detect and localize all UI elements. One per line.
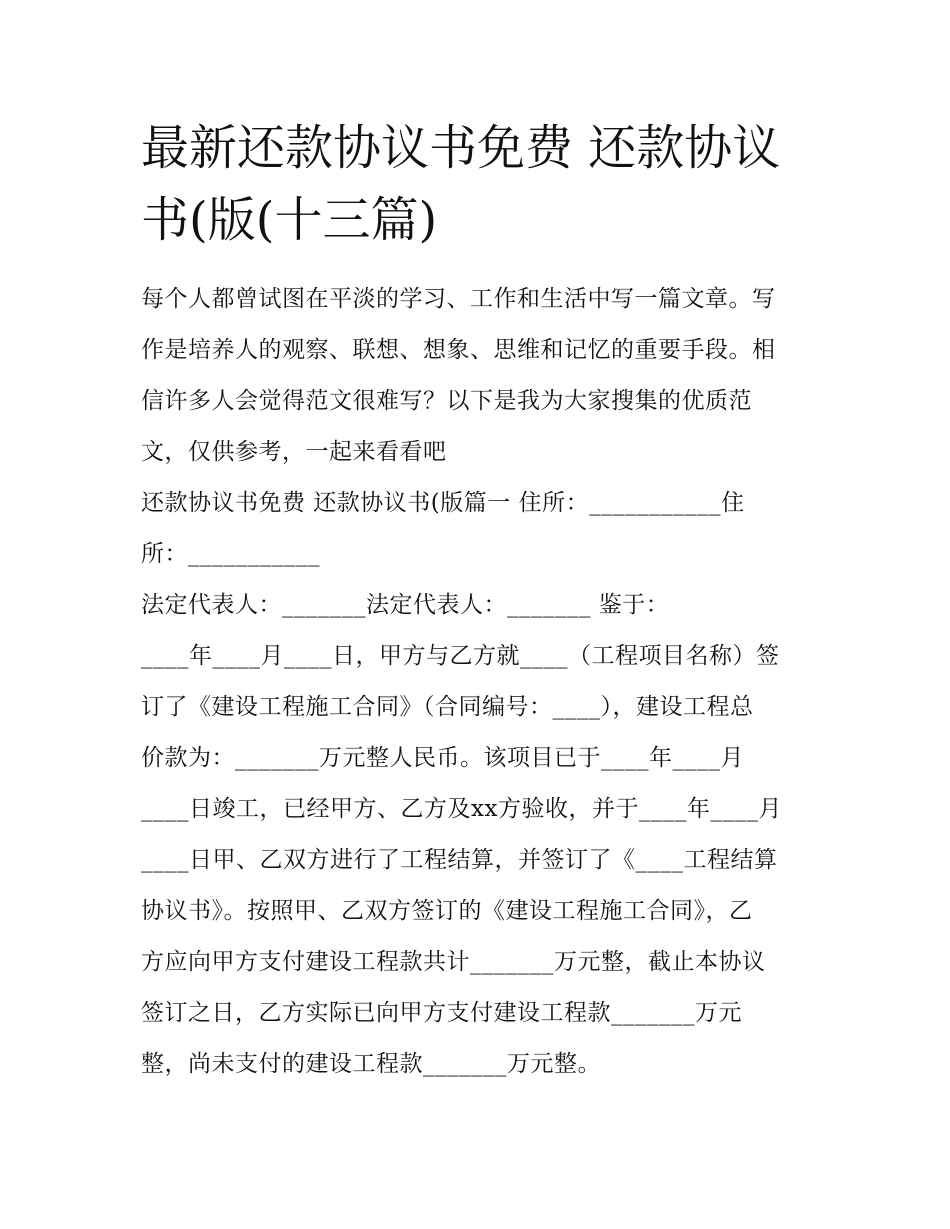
body-line: 整，尚未支付的建设工程款_______万元整。: [141, 1051, 601, 1077]
title-line-2: 书(版(十三篇): [141, 192, 438, 248]
section-heading-paragraph: [141, 478, 813, 580]
body-line: ____日甲、乙双方进行了工程结算，并签订了《____工程结算: [141, 847, 778, 873]
agreement-body-paragraph: [141, 580, 813, 1090]
intro-line: 每个人都曾试图在平淡的学习、工作和生活中写一篇文章。写: [141, 286, 776, 312]
intro-line: 文，仅供参考，一起来看看吧: [141, 439, 447, 465]
document-title: [141, 112, 813, 256]
body-line: 价款为：_______万元整人民币。该项目已于____年____月: [141, 745, 744, 771]
intro-line: 作是培养人的观察、联想、想象、思维和记忆的重要手段。相: [141, 337, 776, 363]
body-line: 订了《建设工程施工合同》（合同编号：____），建设工程总: [141, 694, 754, 720]
body-line: 方应向甲方支付建设工程款共计_______万元整，截止本协议: [141, 949, 766, 975]
body-line: 协议书》。按照甲、乙双方签订的《建设工程施工合同》，乙: [141, 898, 753, 924]
section-line: 所：___________: [141, 541, 320, 567]
body-line: ____日竣工，已经甲方、乙方及xx方验收，并于____年____月: [141, 796, 782, 822]
body-line: 法定代表人：_______法定代表人：_______ 鉴于：: [141, 592, 670, 618]
section-line: 还款协议书免费 还款协议书(版篇一 住所：___________住: [141, 490, 745, 516]
intro-paragraph: [141, 274, 813, 478]
document-page: [141, 112, 813, 1090]
body-line: ____年____月____日，甲方与乙方就____（工程项目名称）签: [141, 643, 780, 669]
title-line-1: 最新还款协议书免费 还款协议: [141, 120, 781, 176]
intro-line: 信许多人会觉得范文很难写？以下是我为大家搜集的优质范: [141, 388, 752, 414]
body-line: 签订之日，乙方实际已向甲方支付建设工程款_______万元: [141, 1000, 742, 1026]
